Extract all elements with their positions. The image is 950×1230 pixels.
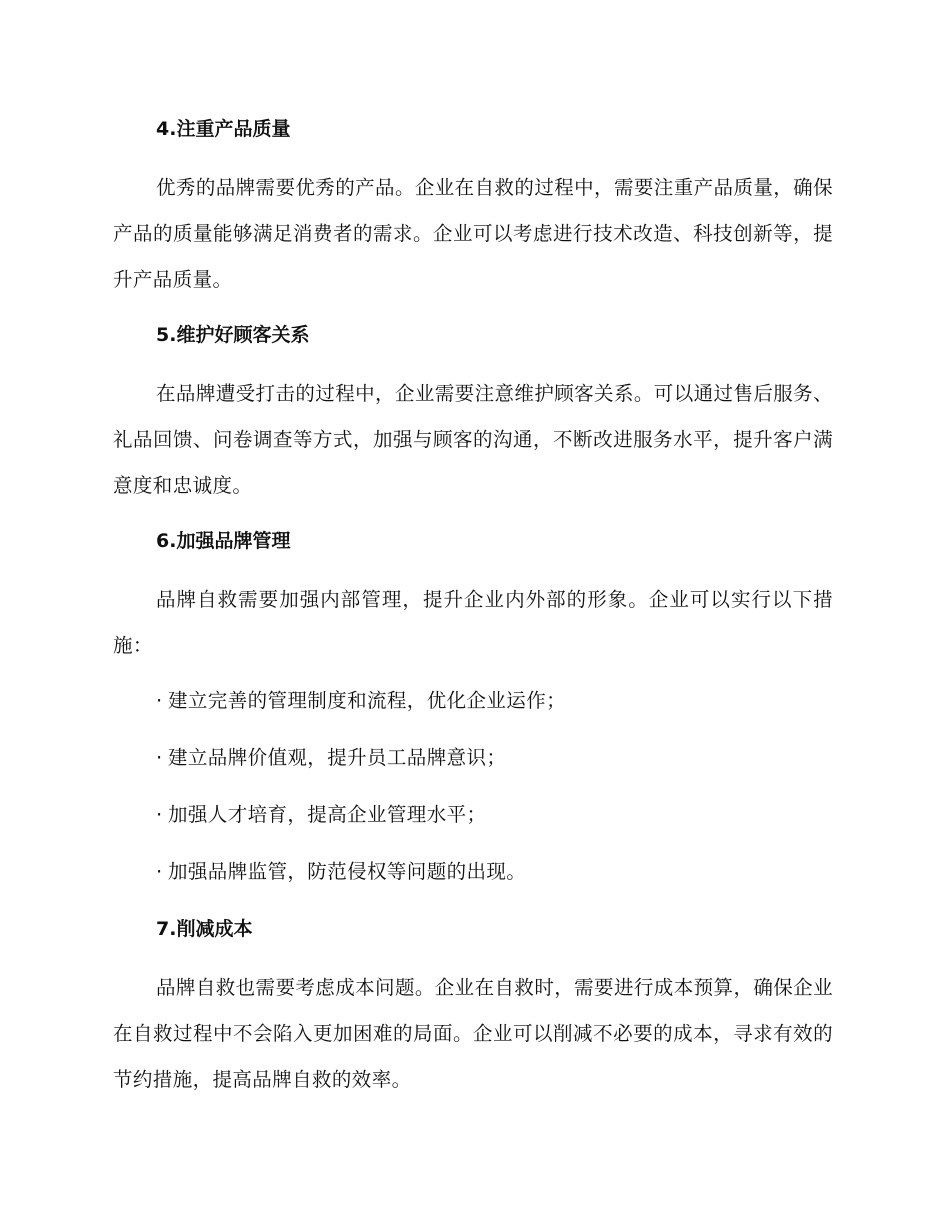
bullet-dot: · — [156, 746, 163, 769]
section-heading-5: 5.维护好顾客关系 — [156, 324, 310, 346]
list-item — [113, 737, 833, 779]
section-paragraph-4: 优秀的品牌需要优秀的产品。企业在自救的过程中，需要注重产品质量，确保产品的质量能够满足消费者的需求。企业可以考虑进行技术改造、科技创新等，提升产品质量。 — [113, 176, 833, 291]
list-item — [113, 794, 833, 836]
list-item-text: 建立完善的管理制度和流程，优化企业运作； — [168, 689, 567, 712]
list-item — [113, 680, 833, 722]
section-paragraph-6: 品牌自救需要加强内部管理，提升企业内外部的形象。企业可以实行以下措施： — [113, 588, 833, 657]
section-paragraph-5: 在品牌遭受打击的过程中，企业需要注意维护顾客关系。可以通过售后服务、礼品回馈、问卷调查等方式，加强与顾客的沟通，不断改进服务水平，提升客户满意度和忠诚度。 — [113, 382, 833, 497]
list-item-text: 建立品牌价值观，提升员工品牌意识； — [168, 746, 507, 769]
bullet-dot: · — [156, 689, 163, 712]
section-heading-6: 6.加强品牌管理 — [156, 530, 291, 552]
section-heading-7: 7.削减成本 — [156, 918, 253, 940]
list-item — [113, 851, 833, 893]
document-body — [113, 108, 833, 1114]
section-paragraph-7: 品牌自救也需要考虑成本问题。企业在自救时，需要进行成本预算，确保企业在自救过程中不会陷入更加困难的局面。企业可以削减不必要的成本，寻求有效的节约措施，提高品牌自救的效率。 — [113, 976, 833, 1091]
section-heading-4: 4.注重产品质量 — [156, 118, 291, 140]
bullet-dot: · — [156, 860, 163, 883]
list-item-text: 加强品牌监管，防范侵权等问题的出现。 — [168, 860, 527, 883]
bullet-dot: · — [156, 803, 163, 826]
list-item-text: 加强人才培育，提高企业管理水平； — [168, 803, 487, 826]
